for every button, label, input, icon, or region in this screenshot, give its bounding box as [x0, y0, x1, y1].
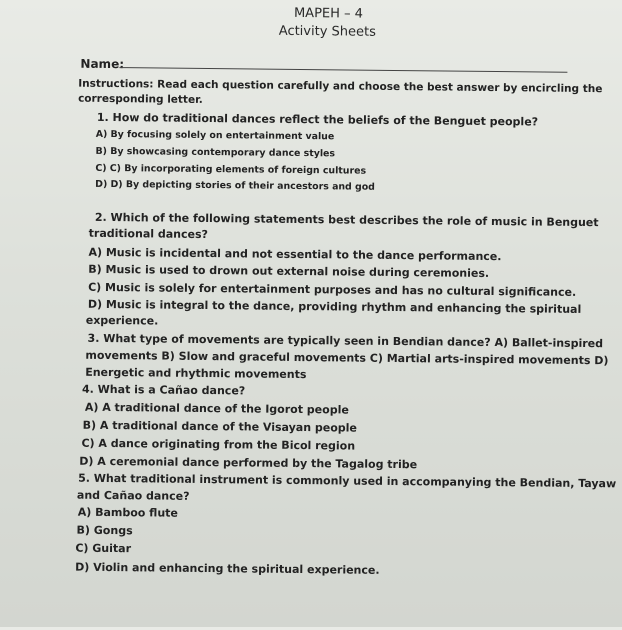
q4-option-a: A) A traditional dance of the Igorot people [84, 400, 349, 417]
q5-option-d: D) Violin and enhancing the spiritual experience. [75, 560, 380, 577]
question-3-line-3: Energetic and rhythmic movements [85, 365, 307, 382]
q1-option-b: B) By showcasing contemporary dance styles [95, 145, 336, 160]
question-4: 4. What is a Cañao dance? [81, 382, 246, 398]
name-blank-line [119, 67, 567, 73]
instructions-line-1: Instructions: Read each question carefully and choose the best answer by encircling the [78, 77, 603, 96]
question-5-line-1: 5. What traditional instrument is commonly used in accompanying the Bendian, Tayaw [78, 471, 617, 491]
q2-option-d-line-1: D) Music is integral to the dance, providing rhythm and enhancing the spiritual [87, 297, 582, 316]
subject-heading: MAPEH – 4 [293, 5, 364, 22]
page-title: Activity Sheets [278, 23, 376, 40]
instructions-line-2: corresponding letter. [78, 92, 203, 106]
q1-option-c: C) C) By incorporating elements of foreign cultures [95, 162, 367, 177]
q1-option-d: D) D) By depicting stories of their ancestors and god [95, 178, 375, 193]
question-2-line-2: traditional dances? [88, 226, 208, 242]
q1-option-a: A) By focusing solely on entertainment value [95, 128, 335, 143]
q4-option-d: D) A ceremonial dance performed by the Tagalog tribe [79, 454, 418, 472]
question-1: 1. How do traditional dances reflect the beliefs of the Benguet people? [96, 110, 539, 129]
q2-option-a: A) Music is incidental and not essential to the dance performance. [88, 245, 502, 264]
q2-option-b: B) Music is used to drown out external noise during ceremonies. [88, 262, 490, 280]
q4-option-b: B) A traditional dance of the Visayan people [82, 418, 357, 435]
q5-option-b: B) Gongs [76, 523, 133, 538]
q2-option-c: C) Music is solely for entertainment purposes and has no cultural significance. [88, 280, 577, 299]
q5-option-a: A) Bamboo flute [77, 505, 179, 520]
question-3-line-1: 3. What type of movements are typically seen in Bendian dance? A) Ballet-inspired [87, 331, 604, 351]
question-5-line-2: and Cañao dance? [76, 488, 190, 503]
q4-option-c: C) A dance originating from the Bicol region [81, 436, 356, 453]
q2-option-d-line-2: experience. [85, 313, 159, 328]
name-label: Name: [80, 56, 125, 72]
question-2-line-1: 2. Which of the following statements best describes the role of music in Benguet [94, 210, 599, 230]
q5-option-c: C) Guitar [75, 541, 132, 556]
question-3-line-2: movements B) Slow and graceful movements C) Martial arts-inspired movements D) [85, 348, 609, 368]
